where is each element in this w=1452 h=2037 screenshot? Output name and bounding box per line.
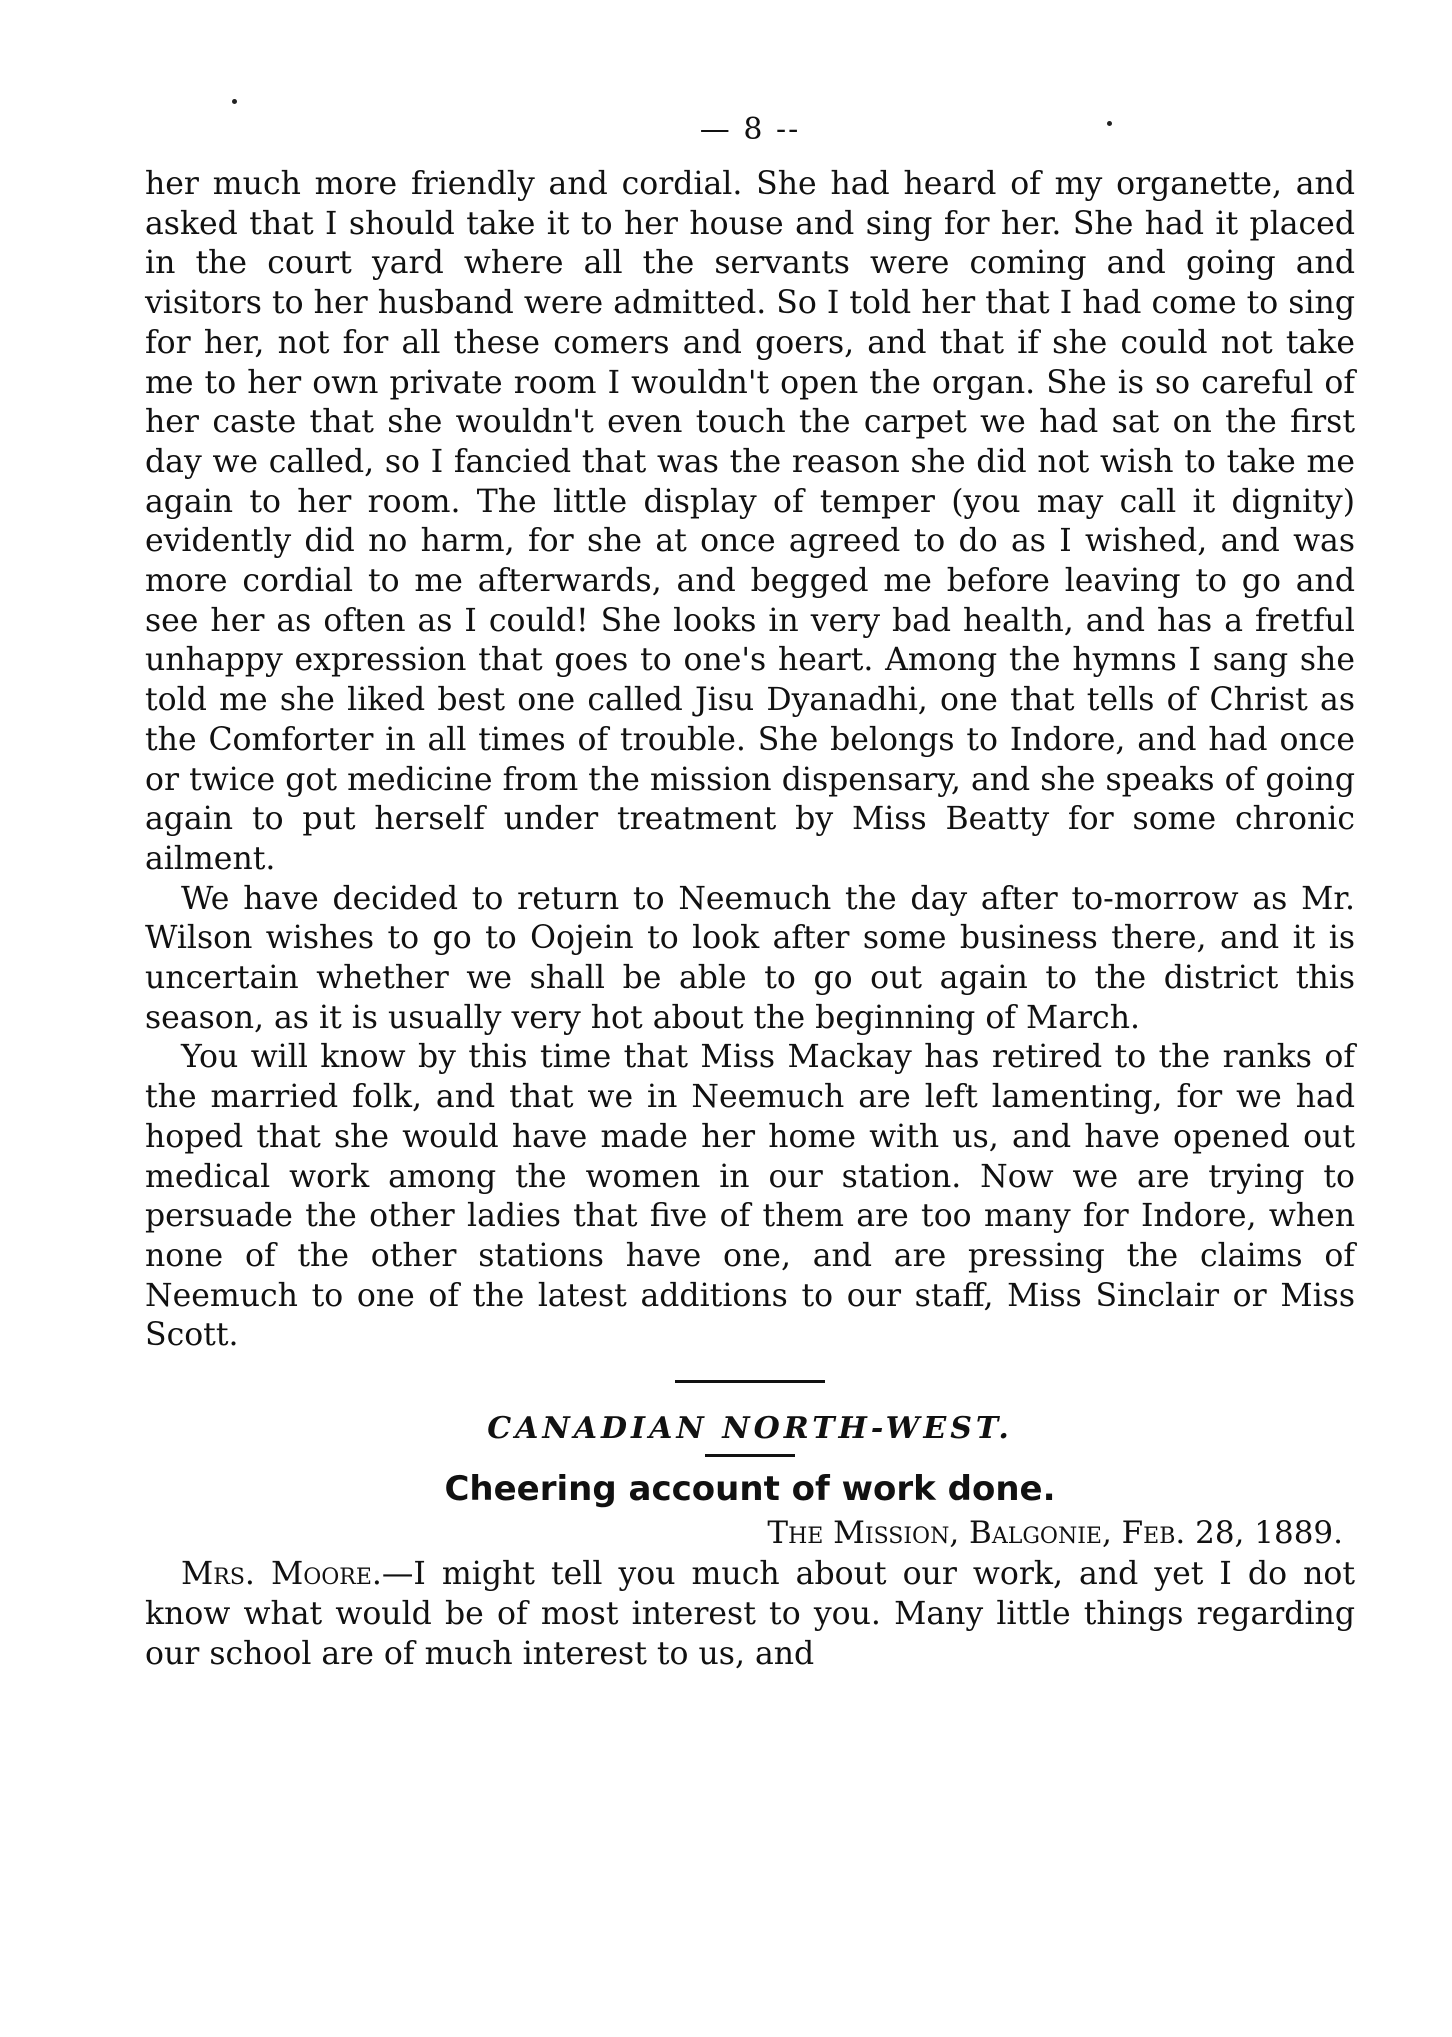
document-page (145, 100, 1355, 2020)
letter-excerpt (145, 1555, 1355, 1674)
paragraph: You will know by this time that Miss Mackay has retired to the ranks of the married folk, and that we in Neemuch are left lamenting, for we had hoped that she would have made her home with us, and have opened out medical work among the women in our station. Now we are trying to persuade the other ladies that five of them are too many for Indore, when none of the other stations have one, and are pressing the claims of Neemuch to one of the latest additions to our staff, Miss Sinclair or Miss Scott. (145, 1039, 1355, 1354)
paragraph: her much more friendly and cordial. She had heard of my organette, and asked that I should take it to her house and sing for her. She had it placed in the court yard where all the servants were coming and going and visitors to her husband were admitted. So I told her that I had come to sing for her, not for all these comers and goers, and that if she could not take me to her own private room I wouldn't open the organ. She is so careful of her caste that she wouldn't even touch the carpet we had sat on the first day we called, so I fancied that was the reason she did not wish to take me again to her room. The little display of temper (you may call it dignity) evidently did no harm, for she at once agreed to do as I wished, and was more cordial to me afterwards, and begged me before leaving to go and see her as often as I could! She looks in very bad health, and has a fretful unhappy expression that goes to one's heart. Among the hymns I sang she told me she liked best one called Jisu Dyanadhi, one that tells of Christ as the Comforter in all times of trouble. She belongs to Indore, and had once or twice got medicine from the mission dispensary, and she speaks of going again to put herself under treatment by Miss Beatty for some chronic ailment. (145, 166, 1355, 877)
dateline: The Mission, Balgonie, Feb. 28, 1889. (767, 1515, 1343, 1552)
heading-underline (705, 1454, 795, 1457)
paragraph (145, 1555, 1355, 1674)
section-divider (675, 1380, 825, 1383)
letter-text: —I might tell you much about our work, and yet I do not know what would be of most interest to you. Many little things regarding our school are of much interest to us, and (145, 1556, 1355, 1672)
page-number: — 8 -- (699, 112, 801, 147)
paragraph: We have decided to return to Neemuch the day after to-morrow as Mr. Wilson wishes to go to Oojein to look after some business there, and it is uncertain whether we shall be able to go out again to the district this season, as it is usually very hot about the beginning of March. (145, 880, 1355, 1036)
letter-body (145, 165, 1355, 1356)
article-title: Cheering account of work done. (444, 1469, 1056, 1510)
speaker-name: Mrs. Moore. (181, 1556, 382, 1593)
section-heading: CANADIAN NORTH-WEST. (487, 1411, 1013, 1447)
